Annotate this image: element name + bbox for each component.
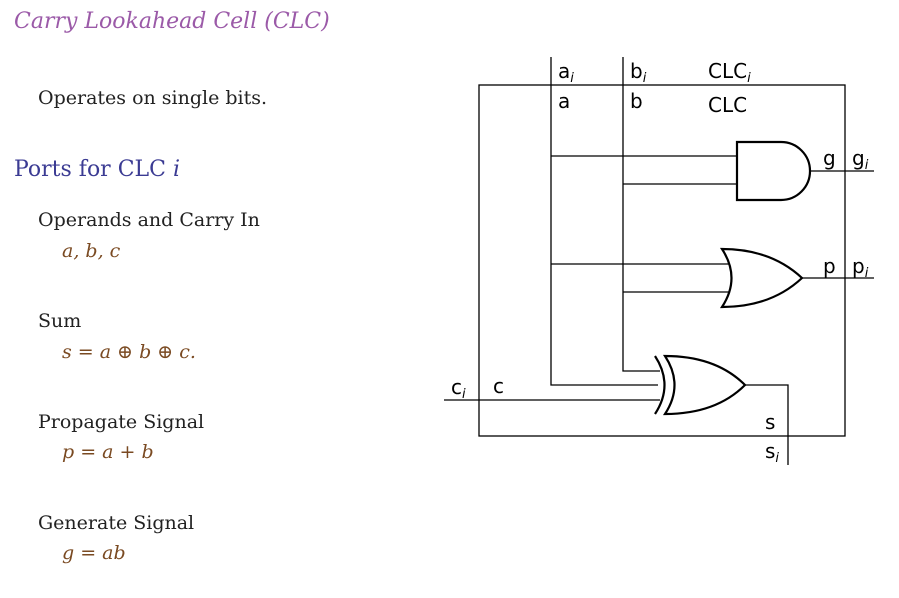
and-gate	[737, 142, 810, 200]
inner-label-c: c	[493, 374, 504, 398]
clc-box	[479, 85, 845, 436]
intro-text: Operates on single bits.	[38, 87, 268, 109]
port-label-p: $p_i$	[852, 254, 869, 281]
inner-label-a: a	[558, 89, 571, 113]
port-label-c: $c_i$	[451, 375, 466, 402]
item-operands-formula: a, b, c	[62, 240, 121, 262]
port-label-b: $b_i$	[630, 59, 647, 86]
item-sum-formula: s = a ⊕ b ⊕ c.	[62, 341, 196, 363]
inner-label-clc: CLC	[708, 93, 748, 117]
inner-label-p: p	[823, 254, 836, 278]
port-label-clc: $CLC_i$	[708, 59, 751, 86]
item-propagate-formula: p = a + b	[62, 441, 154, 463]
inner-label-b: b	[630, 89, 643, 113]
ports-heading-var: i	[172, 157, 181, 182]
port-label-a: $a_i$	[558, 59, 574, 86]
inner-label-g: g	[823, 146, 836, 170]
xor-gate	[665, 356, 745, 414]
inner-label-s: s	[765, 410, 776, 434]
item-generate-formula: g = ab	[62, 542, 126, 564]
port-label-s: $s_i$	[765, 439, 780, 466]
page-title: Carry Lookahead Cell (CLC)	[14, 9, 330, 34]
item-sum-label: Sum	[38, 310, 82, 332]
item-propagate-label: Propagate Signal	[38, 411, 205, 433]
ports-heading-text: Ports for CLC	[14, 157, 166, 182]
item-operands-label: Operands and Carry In	[38, 209, 260, 231]
port-label-g: $g_i$	[852, 146, 869, 173]
item-generate-label: Generate Signal	[38, 512, 195, 534]
or-gate	[722, 249, 802, 307]
